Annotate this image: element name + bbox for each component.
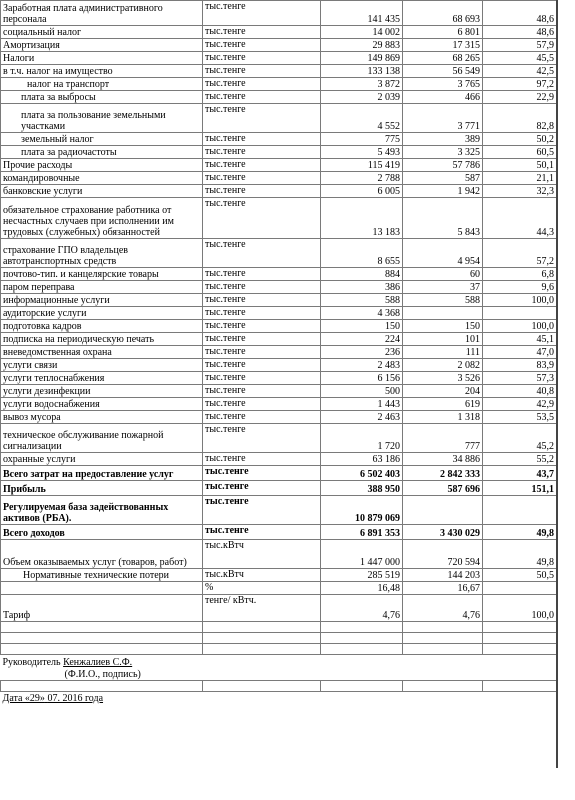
- cell-v2: 1 942: [403, 185, 483, 198]
- cell-v1: 2 463: [321, 411, 403, 424]
- empty-cell: [403, 622, 483, 633]
- table-row: [1, 333, 557, 346]
- cell-unit: тыс.тенге: [203, 372, 321, 385]
- cell-v3: 60,5: [483, 146, 557, 159]
- cell-v1: 6 156: [321, 372, 403, 385]
- empty-cell: [1, 681, 203, 692]
- cell-v2: [403, 496, 483, 525]
- cell-v2: 619: [403, 398, 483, 411]
- cell-v3: 100,0: [483, 595, 557, 622]
- cell-name: командировочные: [1, 172, 203, 185]
- cell-unit: тыс.тенге: [203, 496, 321, 525]
- cell-v1: 775: [321, 133, 403, 146]
- cell-name: услуги связи: [1, 359, 203, 372]
- blank-row: [1, 622, 557, 633]
- cell-unit: тыс.тенге: [203, 172, 321, 185]
- cell-v2: 3 771: [403, 104, 483, 133]
- cell-v1: 115 419: [321, 159, 403, 172]
- table-row: [1, 52, 557, 65]
- cell-v1: 4 552: [321, 104, 403, 133]
- cell-v1: 4,76: [321, 595, 403, 622]
- cell-v1: 4 368: [321, 307, 403, 320]
- cell-unit: тыс.тенге: [203, 185, 321, 198]
- cell-v2: 57 786: [403, 159, 483, 172]
- cell-v1: 1 443: [321, 398, 403, 411]
- cell-v1: 1 720: [321, 424, 403, 453]
- cell-name: подписка на периодическую печать: [1, 333, 203, 346]
- empty-cell: [203, 633, 321, 644]
- cell-v1: 5 493: [321, 146, 403, 159]
- head-label: Руководитель: [2, 657, 61, 668]
- cell-v2: 144 203: [403, 569, 483, 582]
- empty-cell: [483, 622, 557, 633]
- cell-v3: 49,8: [483, 525, 557, 540]
- cell-name: техническое обслуживание пожарной сигнализации: [1, 424, 203, 453]
- cell-v3: 45,1: [483, 333, 557, 346]
- cell-name: Налоги: [1, 52, 203, 65]
- cell-name: услуги водоснабжения: [1, 398, 203, 411]
- cell-v3: 6,8: [483, 268, 557, 281]
- head-signature-row: [1, 655, 557, 669]
- head-signature-row-cell: [1, 655, 557, 669]
- table-row: [1, 453, 557, 466]
- cell-unit: тыс.тенге: [203, 146, 321, 159]
- empty-cell: [1, 644, 203, 655]
- table-row: [1, 320, 557, 333]
- table-row: [1, 133, 557, 146]
- cell-unit: тыс.тенге: [203, 398, 321, 411]
- table-row: [1, 540, 557, 569]
- cell-name: подготовка кадров: [1, 320, 203, 333]
- cell-v1: 133 138: [321, 65, 403, 78]
- cell-v1: 14 002: [321, 26, 403, 39]
- table-row: [1, 496, 557, 525]
- table-row: [1, 239, 557, 268]
- cell-v1: 6 891 353: [321, 525, 403, 540]
- head-name: Кенжалиев С.Ф.: [63, 657, 133, 668]
- table-row: [1, 359, 557, 372]
- cell-v2: 587: [403, 172, 483, 185]
- blank-row: [1, 633, 557, 644]
- date-row-cell: [1, 692, 557, 705]
- cell-v1: 884: [321, 268, 403, 281]
- cell-unit: тыс.тенге: [203, 466, 321, 481]
- cell-unit: тыс.тенге: [203, 268, 321, 281]
- cell-v3: 100,0: [483, 320, 557, 333]
- cell-v1: 149 869: [321, 52, 403, 65]
- cell-v3: 97,2: [483, 78, 557, 91]
- cell-v1: 236: [321, 346, 403, 359]
- cell-v3: 43,7: [483, 466, 557, 481]
- cell-v3: 82,8: [483, 104, 557, 133]
- cell-name: Прочие расходы: [1, 159, 203, 172]
- table-row: [1, 268, 557, 281]
- cell-unit: тыс.тенге: [203, 333, 321, 346]
- cell-unit: тыс.тенге: [203, 411, 321, 424]
- cell-unit: тыс.тенге: [203, 159, 321, 172]
- empty-cell: [1, 633, 203, 644]
- cell-v3: 45,2: [483, 424, 557, 453]
- cell-name: банковские услуги: [1, 185, 203, 198]
- cell-v3: [483, 582, 557, 595]
- cell-v3: 50,1: [483, 159, 557, 172]
- cell-v2: 5 843: [403, 198, 483, 239]
- cell-v3: 44,3: [483, 198, 557, 239]
- cell-v1: 500: [321, 385, 403, 398]
- cell-v2: 588: [403, 294, 483, 307]
- cell-unit: тыс.тенге: [203, 78, 321, 91]
- cell-name: почтово-тип. и канцелярские товары: [1, 268, 203, 281]
- cell-name: плата за пользование земельными участками: [1, 104, 203, 133]
- cell-v2: 1 318: [403, 411, 483, 424]
- table-row: [1, 104, 557, 133]
- cell-v2: 101: [403, 333, 483, 346]
- cell-name: Всего доходов: [1, 525, 203, 540]
- cell-v1: 1 447 000: [321, 540, 403, 569]
- table-row: [1, 146, 557, 159]
- empty-cell: [403, 633, 483, 644]
- cell-v2: 34 886: [403, 453, 483, 466]
- cell-v1: 6 502 403: [321, 466, 403, 481]
- cell-v1: 141 435: [321, 1, 403, 26]
- cell-v1: 224: [321, 333, 403, 346]
- cell-unit: тыс.тенге: [203, 133, 321, 146]
- cell-unit: тыс.тенге: [203, 198, 321, 239]
- table-row: [1, 595, 557, 622]
- cell-v2: 204: [403, 385, 483, 398]
- cell-v2: 3 325: [403, 146, 483, 159]
- cell-v2: 37: [403, 281, 483, 294]
- cell-unit: тыс.тенге: [203, 65, 321, 78]
- cell-v1: 388 950: [321, 481, 403, 496]
- cell-v3: 40,8: [483, 385, 557, 398]
- cell-v2: 150: [403, 320, 483, 333]
- cell-unit: тыс.тенге: [203, 26, 321, 39]
- cell-v1: 588: [321, 294, 403, 307]
- cell-v3: 55,2: [483, 453, 557, 466]
- empty-cell: [321, 644, 403, 655]
- cell-v2: 2 842 333: [403, 466, 483, 481]
- cell-v1: 16,48: [321, 582, 403, 595]
- cell-v2: 3 526: [403, 372, 483, 385]
- cell-v3: 21,1: [483, 172, 557, 185]
- blank-row: [1, 681, 557, 692]
- cell-v1: 2 483: [321, 359, 403, 372]
- cell-v3: 57,2: [483, 239, 557, 268]
- cell-unit: тыс.тенге: [203, 346, 321, 359]
- date-prefix: Дата «29»: [2, 693, 45, 704]
- date-row: [1, 692, 557, 705]
- table-row: [1, 39, 557, 52]
- cell-name: услуги теплоснабжения: [1, 372, 203, 385]
- cell-v2: 6 801: [403, 26, 483, 39]
- table-row: [1, 1, 557, 26]
- cell-unit: тыс.кВтч: [203, 540, 321, 569]
- cell-v3: 42,5: [483, 65, 557, 78]
- cell-v2: 68 265: [403, 52, 483, 65]
- cell-v3: 57,9: [483, 39, 557, 52]
- cell-unit: тыс.тенге: [203, 39, 321, 52]
- cell-v2: 466: [403, 91, 483, 104]
- cell-v3: [483, 307, 557, 320]
- cell-unit: тыс.тенге: [203, 385, 321, 398]
- cell-unit: тыс.тенге: [203, 481, 321, 496]
- cell-unit: тыс.кВтч: [203, 569, 321, 582]
- cell-unit: тыс.тенге: [203, 1, 321, 26]
- cell-v3: 42,9: [483, 398, 557, 411]
- cell-unit: %: [203, 582, 321, 595]
- cell-v3: 48,6: [483, 26, 557, 39]
- date-rest: 07. 2016 года: [47, 693, 104, 704]
- empty-cell: [203, 681, 321, 692]
- cell-v3: 151,1: [483, 481, 557, 496]
- cell-v3: 57,3: [483, 372, 557, 385]
- cell-unit: тыс.тенге: [203, 424, 321, 453]
- cell-name: услуги дезинфекции: [1, 385, 203, 398]
- cell-v2: 4 954: [403, 239, 483, 268]
- table-row: [1, 307, 557, 320]
- cell-name: в т.ч. налог на имущество: [1, 65, 203, 78]
- cell-v3: 45,5: [483, 52, 557, 65]
- cell-name: плата за выбросы: [1, 91, 203, 104]
- cell-v2: 56 549: [403, 65, 483, 78]
- table-row: [1, 385, 557, 398]
- cell-v3: 47,0: [483, 346, 557, 359]
- cell-v1: 63 186: [321, 453, 403, 466]
- table-row: [1, 26, 557, 39]
- cell-v2: 60: [403, 268, 483, 281]
- cell-name: Нормативные технические потери: [1, 569, 203, 582]
- table-row: [1, 372, 557, 385]
- cell-unit: тыс.тенге: [203, 239, 321, 268]
- table-row: [1, 346, 557, 359]
- cell-name: Прибыль: [1, 481, 203, 496]
- table-row: [1, 569, 557, 582]
- cell-unit: тыс.тенге: [203, 307, 321, 320]
- cell-v2: 2 082: [403, 359, 483, 372]
- cell-unit: тыс.тенге: [203, 104, 321, 133]
- cell-v2: 17 315: [403, 39, 483, 52]
- empty-cell: [321, 681, 403, 692]
- cell-v3: 49,8: [483, 540, 557, 569]
- table-row: [1, 466, 557, 481]
- cell-name: аудиторские услуги: [1, 307, 203, 320]
- cell-name: Объем оказываемых услуг (товаров, работ): [1, 540, 203, 569]
- cell-name: охранные услуги: [1, 453, 203, 466]
- cell-v2: 389: [403, 133, 483, 146]
- cell-name: Амортизация: [1, 39, 203, 52]
- cell-v1: 29 883: [321, 39, 403, 52]
- table-row: [1, 294, 557, 307]
- empty-cell: [403, 644, 483, 655]
- table-row: [1, 65, 557, 78]
- cell-unit: тыс.тенге: [203, 294, 321, 307]
- table-row: [1, 159, 557, 172]
- cell-v2: 16,67: [403, 582, 483, 595]
- sign-hint-row-cell: [1, 668, 557, 681]
- table-row: [1, 411, 557, 424]
- cell-name: земельный налог: [1, 133, 203, 146]
- table-row: [1, 91, 557, 104]
- cell-unit: тыс.тенге: [203, 281, 321, 294]
- cell-name: Регулируемая база задействованных активов (РБА).: [1, 496, 203, 525]
- table-row: [1, 185, 557, 198]
- empty-cell: [403, 681, 483, 692]
- cell-v2: 68 693: [403, 1, 483, 26]
- cell-name: обязательное страхование работника от несчастных случаев при исполнении им трудовых (служебных) обязанностей: [1, 198, 203, 239]
- cell-v1: 386: [321, 281, 403, 294]
- cell-v3: 9,6: [483, 281, 557, 294]
- table-row: [1, 281, 557, 294]
- page-right-border: [556, 0, 570, 768]
- cell-unit: тыс.тенге: [203, 52, 321, 65]
- cell-v3: [483, 496, 557, 525]
- cell-unit: тыс.тенге: [203, 320, 321, 333]
- cell-v3: 48,6: [483, 1, 557, 26]
- cell-v3: 50,5: [483, 569, 557, 582]
- cell-v1: 2 039: [321, 91, 403, 104]
- cell-name: Всего затрат на предоставление услуг: [1, 466, 203, 481]
- cell-unit: тыс.тенге: [203, 525, 321, 540]
- cell-v1: 2 788: [321, 172, 403, 185]
- cell-name: социальный налог: [1, 26, 203, 39]
- empty-cell: [203, 644, 321, 655]
- cell-v1: 150: [321, 320, 403, 333]
- table-row: [1, 398, 557, 411]
- cell-name: страхование ГПО владельцев автотранспортных средств: [1, 239, 203, 268]
- cell-unit: тыс.тенге: [203, 453, 321, 466]
- cell-v2: [403, 307, 483, 320]
- cell-v1: 3 872: [321, 78, 403, 91]
- cell-name: налог на транспорт: [1, 78, 203, 91]
- cell-v1: 285 519: [321, 569, 403, 582]
- cell-unit: тенге/ кВтч.: [203, 595, 321, 622]
- table-row: [1, 481, 557, 496]
- table-row: [1, 172, 557, 185]
- table-row: [1, 198, 557, 239]
- empty-cell: [483, 681, 557, 692]
- empty-cell: [483, 644, 557, 655]
- table-row: [1, 78, 557, 91]
- cell-name: информационные услуги: [1, 294, 203, 307]
- empty-cell: [483, 633, 557, 644]
- cell-v3: 53,5: [483, 411, 557, 424]
- cell-v3: 22,9: [483, 91, 557, 104]
- sign-hint: (Ф.И.О., подпись): [64, 669, 141, 680]
- cell-v3: 50,2: [483, 133, 557, 146]
- cell-name: вневедомственная охрана: [1, 346, 203, 359]
- table-row: [1, 525, 557, 540]
- table-row: [1, 424, 557, 453]
- cell-unit: тыс.тенге: [203, 359, 321, 372]
- table-row: [1, 582, 557, 595]
- cell-name: вывоз мусора: [1, 411, 203, 424]
- cell-v1: 6 005: [321, 185, 403, 198]
- cell-v3: 83,9: [483, 359, 557, 372]
- cost-table-body: [1, 1, 557, 705]
- cell-v1: 10 879 069: [321, 496, 403, 525]
- cell-name: [1, 582, 203, 595]
- cell-name: плата за радиочастоты: [1, 146, 203, 159]
- cell-v2: 587 696: [403, 481, 483, 496]
- cell-unit: тыс.тенге: [203, 91, 321, 104]
- empty-cell: [203, 622, 321, 633]
- cell-v2: 3 430 029: [403, 525, 483, 540]
- cell-v1: 8 655: [321, 239, 403, 268]
- cell-v2: 720 594: [403, 540, 483, 569]
- cell-name: паром переправа: [1, 281, 203, 294]
- cell-v3: 100,0: [483, 294, 557, 307]
- cell-v3: 32,3: [483, 185, 557, 198]
- cell-name: Заработная плата административного персонала: [1, 1, 203, 26]
- blank-row: [1, 644, 557, 655]
- cell-v1: 13 183: [321, 198, 403, 239]
- empty-cell: [321, 633, 403, 644]
- empty-cell: [1, 622, 203, 633]
- sign-hint-row: [1, 668, 557, 681]
- empty-cell: [321, 622, 403, 633]
- cell-name: Тариф: [1, 595, 203, 622]
- cell-v2: 111: [403, 346, 483, 359]
- cell-v2: 4,76: [403, 595, 483, 622]
- cell-v2: 777: [403, 424, 483, 453]
- cell-v2: 3 765: [403, 78, 483, 91]
